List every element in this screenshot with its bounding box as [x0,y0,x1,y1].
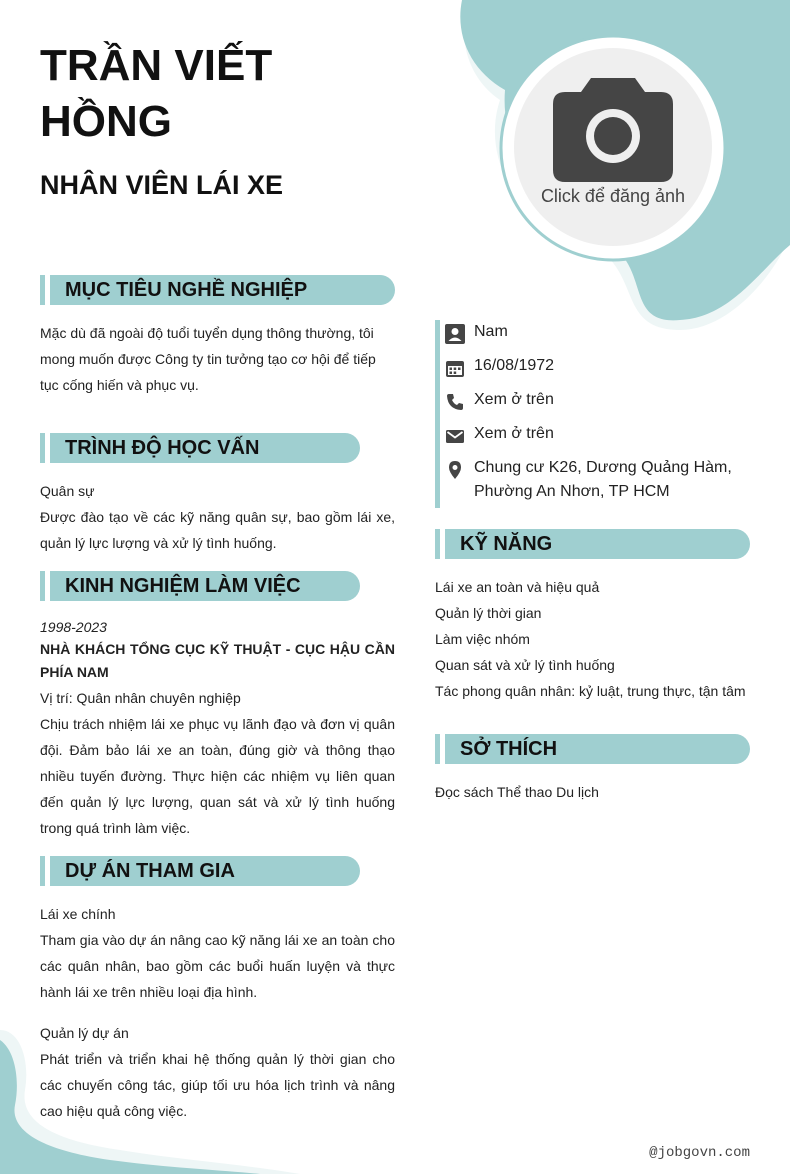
section-projects-header [40,856,360,886]
education-school: Quân sự [40,483,95,499]
section-education-header [40,433,360,463]
project-description: Phát triển và triển khai hệ thống quản lý thời gian cho các chuyến công tác, giúp tối ưu hóa lịch trình và nâng cao hiệu quả công việc. [40,1051,395,1119]
section-objective-header [40,275,395,305]
contact-info [435,320,760,508]
phone-icon [445,392,465,412]
location-icon [445,460,465,480]
email-value: Xem ở trên [474,425,554,442]
skills-list [435,574,755,704]
address-value: Chung cư K26, Dương Quảng Hàm, Phường An Nhơn, TP HCM [474,459,732,500]
section-title: DỰ ÁN THAM GIA [65,860,235,882]
phone-value: Xem ở trên [474,391,554,408]
section-title: KINH NGHIỆM LÀM VIỆC [65,575,301,597]
photo-upload[interactable] [514,48,712,246]
education-description: Được đào tạo về các kỹ năng quân sự, bao gồm lái xe, quản lý lực lượng và xử lý tình huống. [40,509,395,551]
experience-position: Vị trí: Quân nhân chuyên nghiệp [40,690,241,706]
objective-text: Mặc dù đã ngoài độ tuổi tuyển dụng thông thường, tôi mong muốn được Công ty tin tưởng tạo cơ hội để tiếp tục cống hiến và phục vụ. [40,325,376,393]
contact-gender [440,320,760,354]
contact-phone [440,388,760,422]
contact-email [440,422,760,456]
job-title: NHÂN VIÊN LÁI XE [40,170,284,200]
contact-birthday [440,354,760,388]
section-hobbies-header [435,734,750,764]
contact-address [440,456,760,508]
camera-icon [553,78,673,182]
gender-value: Nam [474,323,508,340]
skill-item: Làm việc nhóm [435,631,530,647]
skill-item: Lái xe an toàn và hiệu quả [435,579,600,595]
hobbies-text: Đọc sách Thể thao Du lịch [435,784,599,800]
photo-upload-label: Click để đăng ảnh [540,186,686,206]
experience-company: NHÀ KHÁCH TỔNG CỤC KỸ THUẬT - CỤC HẬU CẦN PHÍA NAM [40,641,395,680]
mail-icon [445,426,465,446]
footer-watermark: @jobgovn.com [649,1145,750,1161]
section-title: TRÌNH ĐỘ HỌC VẤN [65,437,260,459]
section-experience-header [40,571,360,601]
candidate-name: TRẦN VIẾT HỒNG [40,41,273,146]
section-skills-header [435,529,750,559]
experience-period: 1998-2023 [40,619,107,635]
skill-item: Tác phong quân nhân: kỷ luật, trung thực, tận tâm [435,683,746,699]
skill-item: Quan sát và xử lý tình huống [435,657,615,673]
section-title: SỞ THÍCH [460,738,558,760]
birthday-value: 16/08/1972 [474,357,555,374]
calendar-icon [445,358,465,378]
skill-item: Quản lý thời gian [435,605,542,621]
experience-description: Chịu trách nhiệm lái xe phục vụ lãnh đạo và đơn vị quân đội. Đảm bảo lái xe an toàn, đúng giờ và thông thạo nhiều tuyến đường. Thực hiện các nhiệm vụ liên quan đến quản lý lực lượng, quan sát và xử lý tình huống trong quá trình làm việc. [40,716,395,836]
project-name: Quản lý dự án [40,1025,129,1041]
project-name: Lái xe chính [40,906,116,922]
section-title: KỸ NĂNG [460,533,553,555]
person-icon [445,324,465,344]
section-title: MỤC TIÊU NGHỀ NGHIỆP [65,279,308,301]
project-description: Tham gia vào dự án nâng cao kỹ năng lái xe an toàn cho các quân nhân, bao gồm các buổi huấn luyện và thực hành lái xe trên nhiều loại địa hình. [40,932,395,1000]
